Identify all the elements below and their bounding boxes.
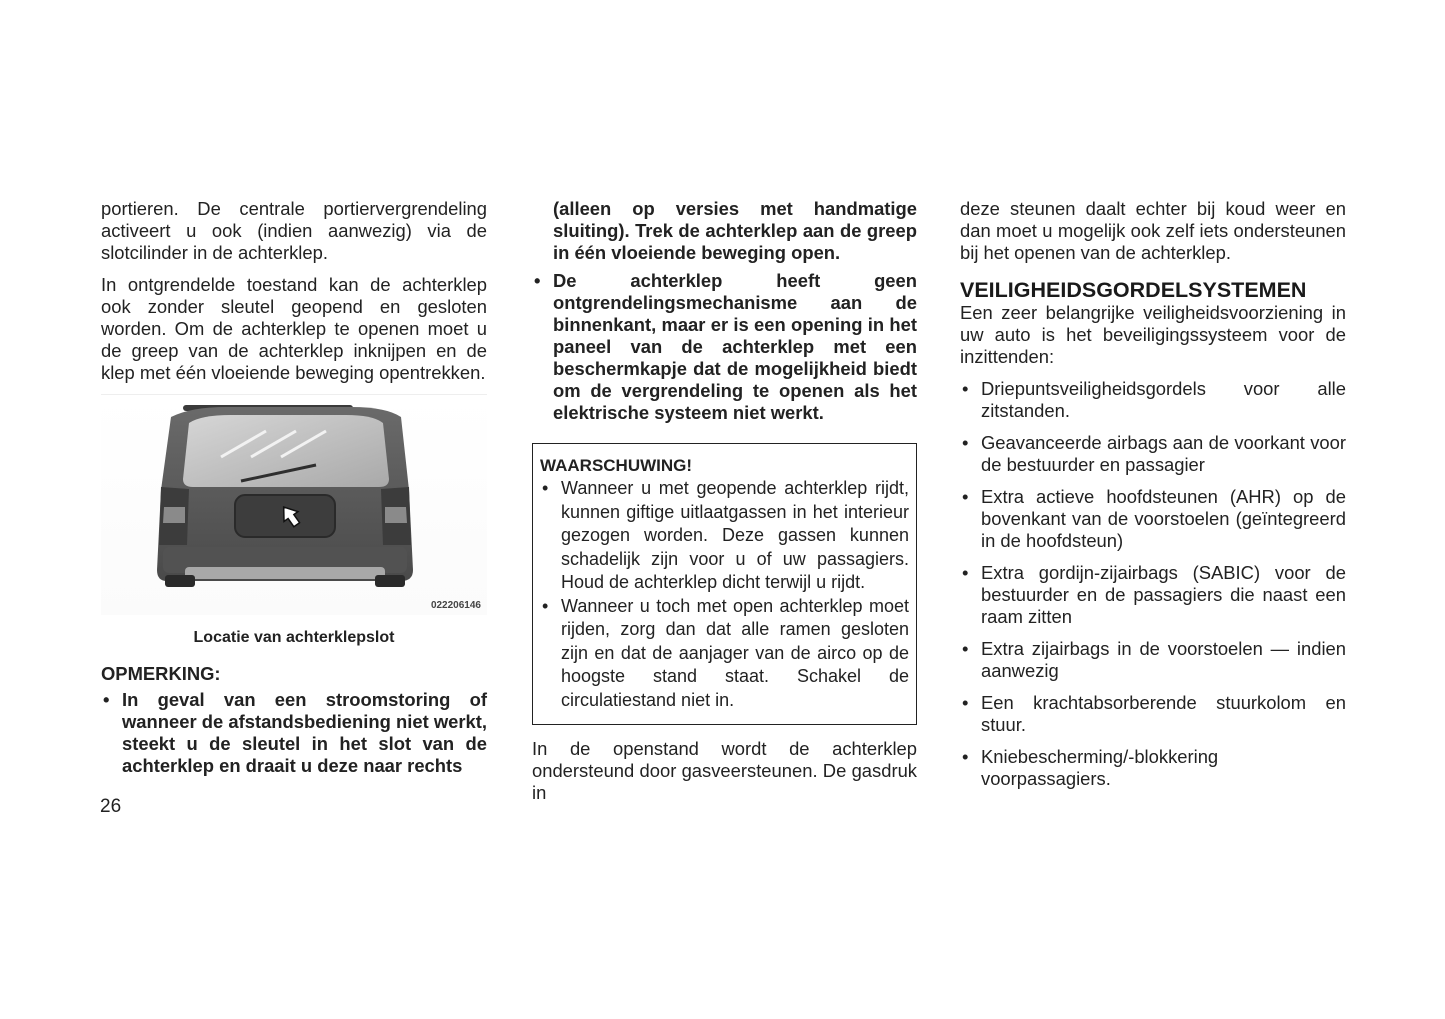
list-item: • In geval van een stroomstoring of wanneer de afstandsbediening niet werkt, steekt u de sleutel in het slot van de achterklep en draait u deze naar rechts [101, 689, 487, 777]
list-item: • Extra actieve hoofdsteunen (AHR) op de bovenkant van de voorstoelen (geïntegreerd in de hoofdsteun) [960, 486, 1346, 552]
list-item: • Driepuntsveiligheidsgordels voor alle zitstanden. [960, 378, 1346, 422]
left-column [101, 198, 487, 777]
list-item: • Wanneer u toch met open achterklep moet rijden, zorg dan dat alle ramen gesloten zijn en dat de aanjager van de airco op de hoogste stand staat. Schakel de circulatiestand niet in. [540, 595, 909, 713]
bullet-list [532, 270, 917, 424]
list-item: • Een krachtabsorberende stuurkolom en stuur. [960, 692, 1346, 736]
section-heading: VEILIGHEIDSGORDELSYSTEMEN [960, 278, 1307, 302]
body-paragraph: Een zeer belangrijke veiligheidsvoorziening in uw auto is het beveiligingssysteem voor de inzittenden: [960, 302, 1346, 367]
list-item: • Geavanceerde airbags aan de voorkant voor de bestuurder en passagier [960, 432, 1346, 476]
right-column [960, 198, 1346, 800]
list-item: • Kniebescherming/-blokkering voorpassagiers. [960, 746, 1346, 790]
body-paragraph: (alleen op versies met handmatige sluiting). Trek de achterklep aan de greep in één vloeiende beweging open. [553, 198, 917, 263]
warning-box [532, 443, 917, 725]
note-title: OPMERKING: [101, 663, 221, 684]
figure-code: 022206146 [430, 600, 481, 611]
note-list [101, 689, 487, 777]
warning-title: WAARSCHUWING! [540, 456, 693, 475]
warning-list [540, 477, 909, 712]
body-paragraph: deze steunen daalt echter bij koud weer en dan moet u mogelijk ook zelf iets ondersteunen bij het openen van de achterklep. [960, 198, 1346, 263]
list-item: • Wanneer u met geopende achterklep rijdt, kunnen giftige uitlaatgassen in het interieur gezogen worden. Deze gassen kunnen schadelijk zijn voor u of uw passagiers. Houd de achterklep dicht terwijl u rijdt. [540, 477, 909, 595]
body-paragraph: In ontgrendelde toestand kan de achterklep ook zonder sleutel geopend en gesloten worden. Om de achterklep te openen moet u de greep van de achterklep inknijpen en de klep met één vloeiende beweging opentrekken. [101, 274, 487, 383]
body-paragraph: In de openstand wordt de achterklep ondersteund door gasveersteunen. De gasdruk in [532, 738, 917, 803]
safety-list [960, 378, 1346, 790]
page-number: 26 [100, 796, 122, 817]
figure-caption: Locatie van achterklepslot [193, 629, 395, 646]
list-item: • Extra zijairbags in de voorstoelen — indien aanwezig [960, 638, 1346, 682]
tailgate-figure [101, 394, 487, 615]
list-item: • Extra gordijn-zijairbags (SABIC) voor de bestuurder en de passagiers die naast een raam zitten [960, 562, 1346, 628]
middle-column [532, 198, 917, 814]
car-rear-illustration [101, 395, 487, 615]
body-paragraph: portieren. De centrale portiervergrendeling activeert u ook (indien aanwezig) via de slotcilinder in de achterklep. [101, 198, 487, 263]
list-item: • De achterklep heeft geen ontgrendelingsmechanisme aan de binnenkant, maar er is een opening in het paneel van de achterklep met een beschermkapje dat de mogelijkheid biedt om de vergrendeling te openen als het elektrische systeem niet werkt. [532, 270, 917, 424]
